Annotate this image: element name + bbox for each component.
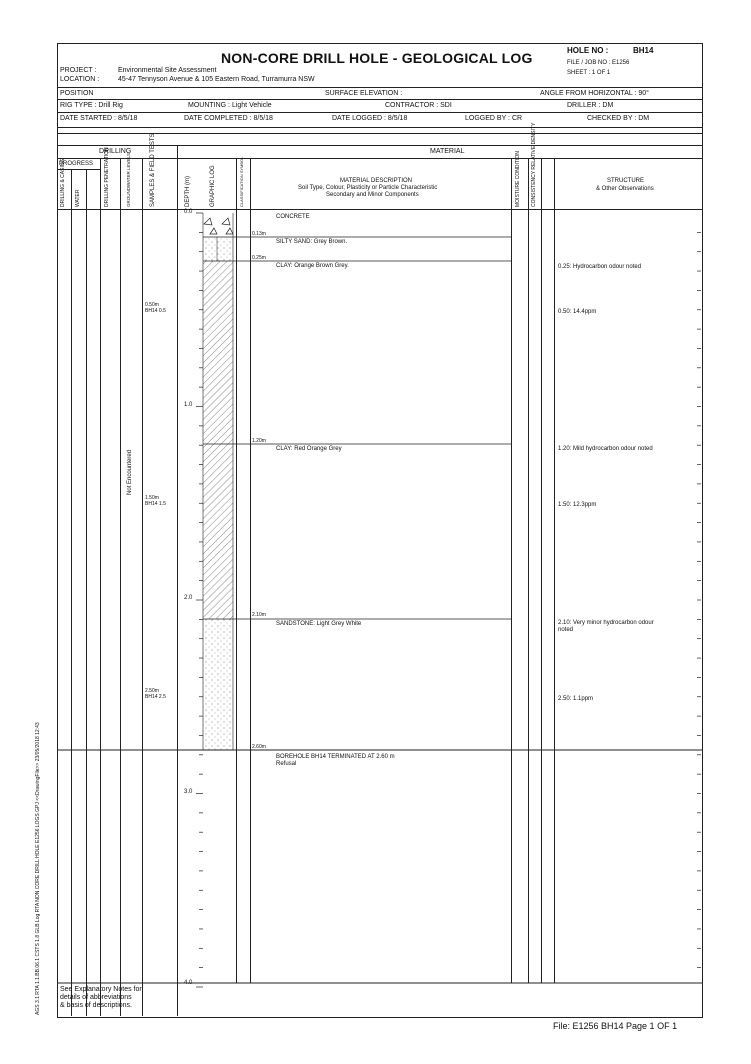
layer-4-desc: CLAY: Red Orange Grey — [276, 446, 342, 452]
layer-5-desc: SANDSTONE: Light Grey White — [276, 621, 362, 627]
groundwater-note: Not Encountered — [127, 449, 133, 495]
material-description-sub2: Secondary and Minor Components — [326, 192, 419, 198]
page-footer: File: E1256 BH14 Page 1 OF 1 — [553, 1021, 678, 1031]
driller-field: DRILLER : DM — [567, 102, 614, 109]
checked-by-field: CHECKED BY : DM — [587, 115, 650, 122]
clay-graphic — [203, 261, 233, 619]
date-completed-field: DATE COMPLETED : 8/5/18 — [184, 115, 273, 122]
mounting-field: MOUNTING : Light Vehicle — [188, 102, 272, 109]
structure-header: STRUCTURE — [607, 178, 644, 184]
depth-label-4: 4.0 — [184, 980, 193, 986]
progress-header: PROGRESS — [59, 161, 94, 167]
observation-4: 1.50: 12.3ppm — [558, 502, 597, 508]
surface-elevation-field: SURFACE ELEVATION : — [325, 90, 403, 97]
right-edge-ticks — [697, 232, 701, 967]
observation-2: 0.50: 14.4ppm — [558, 309, 597, 315]
sample-2-id: BH14 1.5 — [145, 501, 166, 507]
logged-by-field: LOGGED BY : CR — [465, 115, 523, 122]
classification-symbol-header: CLASSIFICATION SYMBOL — [239, 156, 244, 207]
layer-1-desc: CONCRETE — [276, 214, 310, 220]
material-description-header: MATERIAL DESCRIPTION — [340, 178, 413, 184]
material-section-title: MATERIAL — [430, 148, 465, 155]
structure-subheader: & Other Observations — [596, 186, 654, 192]
rig-type-field: RIG TYPE : Drill Rig — [60, 102, 123, 109]
hole-no-value: BH14 — [633, 46, 654, 55]
termination-desc: BOREHOLE BH14 TERMINATED AT 2.60 m — [276, 754, 395, 760]
silty-sand-graphic — [203, 237, 233, 261]
position-field: POSITION — [60, 90, 94, 97]
concrete-graphic — [204, 218, 233, 234]
angle-field: ANGLE FROM HORIZONTAL : 90° — [540, 90, 649, 97]
material-description-sub1: Soil Type, Colour, Plasticity or Particle Characteristic — [298, 185, 438, 191]
groundwater-levels-header: GROUNDWATER LEVELS — [126, 152, 131, 207]
consistency-header: CONSISTENCY RELATIVE DENSITY — [531, 122, 537, 207]
hole-no-label: HOLE NO : — [567, 46, 609, 55]
drilling-penetration-header: DRILLING PENETRATION — [104, 147, 110, 207]
observation-5: 2.10: Very minor hydrocarbon odour — [558, 620, 654, 626]
depth-label-3: 3.0 — [184, 789, 193, 795]
layer-2-desc: SILTY SAND: Grey Brown. — [276, 239, 348, 245]
footnote-line-2: details of abbreviations — [60, 994, 132, 1001]
observation-5-cont: noted — [558, 627, 574, 633]
sample-2-depth: 1.50m — [145, 495, 159, 501]
document-title: NON-CORE DRILL HOLE - GEOLOGICAL LOG — [221, 50, 533, 66]
layer-3-depth: 0.25m — [252, 255, 266, 261]
sample-3-id: BH14 2.5 — [145, 694, 166, 700]
moisture-condition-header: MOISTURE CONDITION — [515, 151, 521, 207]
sheet-no: SHEET : 1 OF 1 — [567, 70, 611, 76]
sandstone-graphic — [203, 619, 233, 750]
project-value: Environmental Site Assessment — [118, 67, 217, 74]
graphic-log-header: GRAPHIC LOG — [210, 165, 216, 207]
file-job-no: FILE / JOB NO : E1256 — [567, 60, 630, 66]
depth-label-1: 1.0 — [184, 402, 193, 408]
depth-label-2: 2.0 — [184, 595, 193, 601]
layer-5-depth: 2.10m — [252, 612, 266, 618]
drilling-casing-header: DRILLING & CASING — [60, 158, 66, 207]
samples-tests-header: SAMPLES & FIELD TESTS — [150, 133, 156, 207]
layer-4-depth: 1.20m — [252, 438, 266, 444]
observation-3: 1.20: Mild hydrocarbon odour noted — [558, 446, 653, 452]
depth-minor-ticks — [196, 213, 203, 987]
drilling-section-title: DRILLING — [99, 148, 132, 155]
date-started-field: DATE STARTED : 8/5/18 — [60, 115, 138, 122]
observation-6: 2.50: 1.1ppm — [558, 696, 594, 702]
sample-3-depth: 2.50m — [145, 688, 159, 694]
footnote-line-3: & basis of descriptions. — [60, 1002, 132, 1009]
water-header: WATER — [75, 189, 81, 207]
depth-header: DEPTH (m) — [185, 176, 191, 207]
date-logged-field: DATE LOGGED : 8/5/18 — [332, 115, 408, 122]
footnote-line-1: See Explanatory Notes for — [60, 986, 142, 993]
location-label: LOCATION : — [60, 76, 100, 83]
location-value: 45-47 Tennyson Avenue & 105 Eastern Road, Turramurra NSW — [118, 76, 315, 83]
layer-2-depth: 0.13m — [252, 231, 266, 237]
side-filename-text: AGS 3.1 RTA 1.1.BB.06.1 CSTS 1.8 GLB Log RTA NON CORE DRILL HOLE E1256 LOGS.GPJ <<DrawingFile>> 23/05/2018 12:43 — [35, 722, 41, 1015]
refusal-note: Refusal — [276, 761, 297, 767]
sample-1-depth: 0.50m — [145, 302, 159, 308]
layer-3-desc: CLAY: Orange Brown Grey. — [276, 263, 349, 269]
observation-1: 0.25: Hydrocarbon odour noted — [558, 264, 642, 270]
contractor-field: CONTRACTOR : SDI — [385, 102, 452, 109]
sample-1-id: BH14 0.5 — [145, 308, 166, 314]
termination-depth: 2.60m — [252, 744, 266, 750]
depth-label-0: 0.0 — [184, 209, 193, 215]
project-label: PROJECT : — [60, 67, 97, 74]
